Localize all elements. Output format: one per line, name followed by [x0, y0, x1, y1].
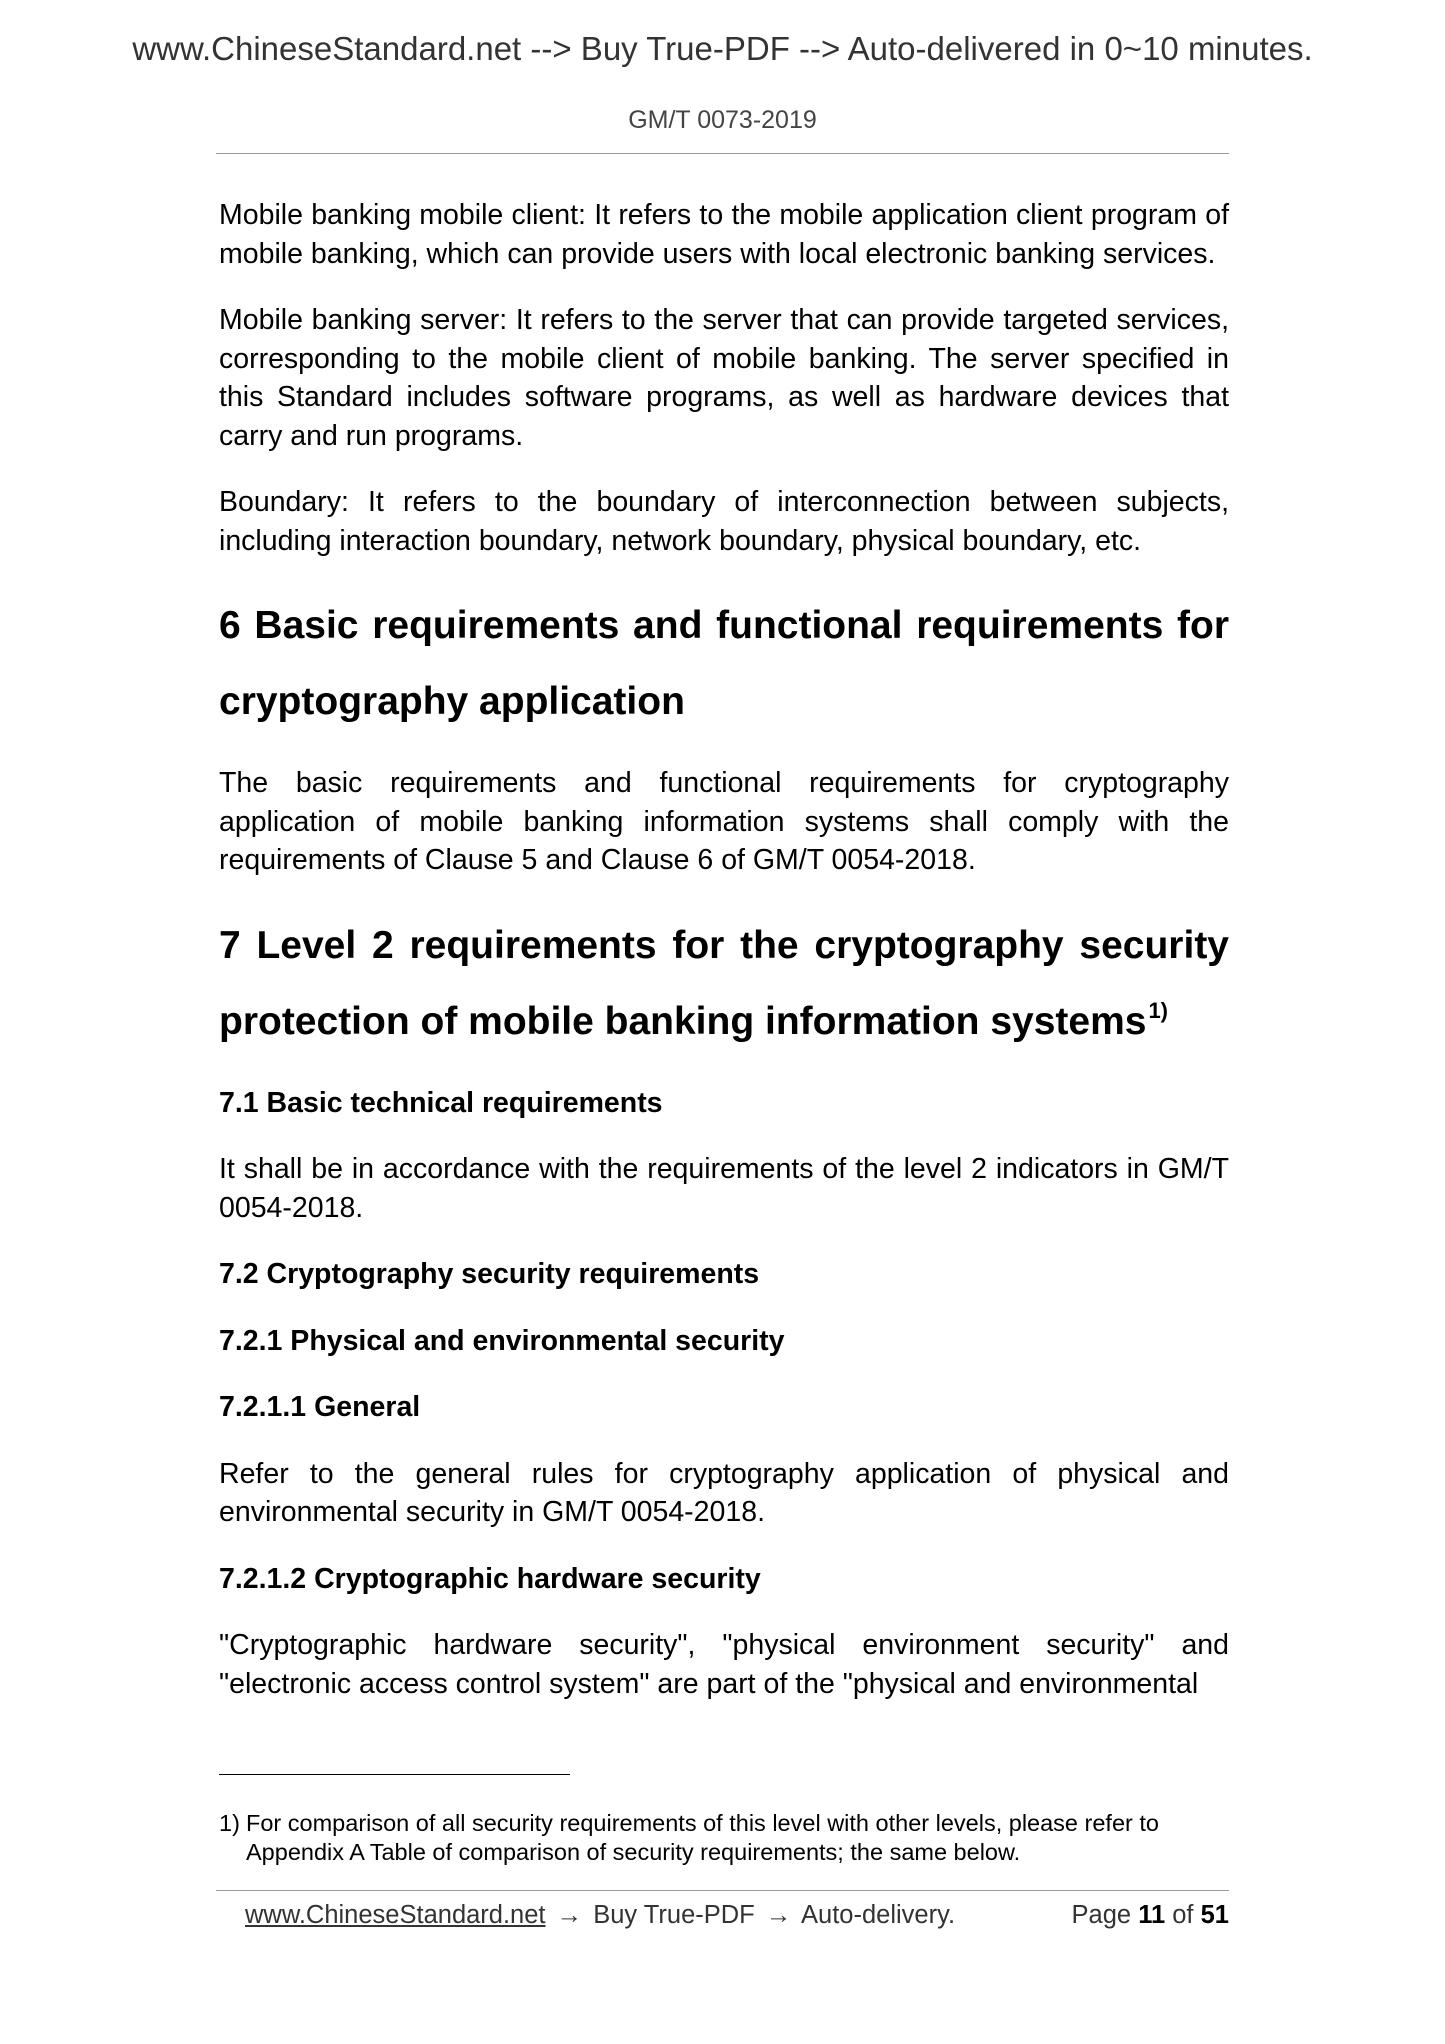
- footnote-reference[interactable]: 1): [1148, 997, 1168, 1023]
- heading-7-2: 7.2 Cryptography security requirements: [219, 1258, 760, 1290]
- header-divider: [216, 153, 1229, 154]
- paragraph-section-6: The basic requirements and functional requirements for cryptography application of mobile banking information systems shall comply with the requirements of Clause 5 and Clause 6 of GM/T 0054-2018.: [219, 767, 1229, 876]
- footer-buy-text: Buy True-PDF: [593, 1901, 755, 1929]
- of-label: of: [1172, 1901, 1194, 1929]
- page-total: 51: [1200, 1901, 1229, 1929]
- page-body: [219, 196, 1229, 1731]
- footnote-divider: [219, 1774, 570, 1775]
- footer-promo: [245, 1901, 955, 1930]
- paragraph-mobile-server: Mobile banking server: It refers to the server that can provide targeted services, corresponding to the mobile client of mobile banking. The server specified in this Standard includes software programs, as well as hardware devices that carry and run programs.: [219, 304, 1229, 452]
- document-code: GM/T 0073-2019: [628, 106, 817, 134]
- heading-section-6: 6 Basic requirements and functional requirements for cryptography application: [219, 604, 1229, 723]
- heading-section-7: [219, 908, 1229, 1060]
- top-banner: www.ChineseStandard.net --> Buy True-PDF --> Auto-delivered in 0~10 minutes.: [132, 30, 1313, 67]
- heading-7-1: 7.1 Basic technical requirements: [219, 1086, 663, 1119]
- page-current: 11: [1138, 1901, 1166, 1929]
- footer-divider: [216, 1890, 1229, 1891]
- footnote: [219, 1809, 1229, 1867]
- heading-7-2-1: 7.2.1 Physical and environmental security: [219, 1324, 785, 1357]
- paragraph-7-2-1-2: "Cryptographic hardware security", "physical environment security" and "electronic access control system" are part of the "physical and environmental: [219, 1629, 1229, 1700]
- footnote-mark: 1): [219, 1810, 240, 1836]
- page-footer: [245, 1901, 1229, 1935]
- paragraph-7-1: It shall be in accordance with the requirements of the level 2 indicators in GM/T 0054-2018.: [219, 1153, 1229, 1224]
- page-number: [1072, 1901, 1229, 1930]
- arrow-right-icon: →: [556, 1901, 583, 1929]
- footer-website-link[interactable]: www.ChineseStandard.net: [245, 1901, 546, 1929]
- paragraph-mobile-client: Mobile banking mobile client: It refers to the mobile application client program of mobile banking, which can provide users with local electronic banking services.: [219, 199, 1229, 270]
- footnote-text: For comparison of all security requirements of this level with other levels, please refer to Appendix A Table of comparison of security requirements; the same below.: [246, 1810, 1159, 1865]
- heading-7-2-1-2: 7.2.1.2 Cryptographic hardware security: [219, 1562, 761, 1595]
- paragraph-7-2-1-1: Refer to the general rules for cryptography application of physical and environmental security in GM/T 0054-2018.: [219, 1457, 1229, 1528]
- paragraph-boundary: Boundary: It refers to the boundary of interconnection between subjects, including interaction boundary, network boundary, physical boundary, etc.: [219, 486, 1229, 557]
- heading-7-2-1-1: 7.2.1.1 General: [219, 1391, 421, 1423]
- arrow-right-icon: →: [765, 1901, 792, 1929]
- footer-delivery-text: Auto-delivery.: [801, 1901, 956, 1929]
- page-label: Page: [1071, 1901, 1132, 1929]
- heading-section-7-text: 7 Level 2 requirements for the cryptography security protection of mobile banking information systems: [219, 923, 1229, 1043]
